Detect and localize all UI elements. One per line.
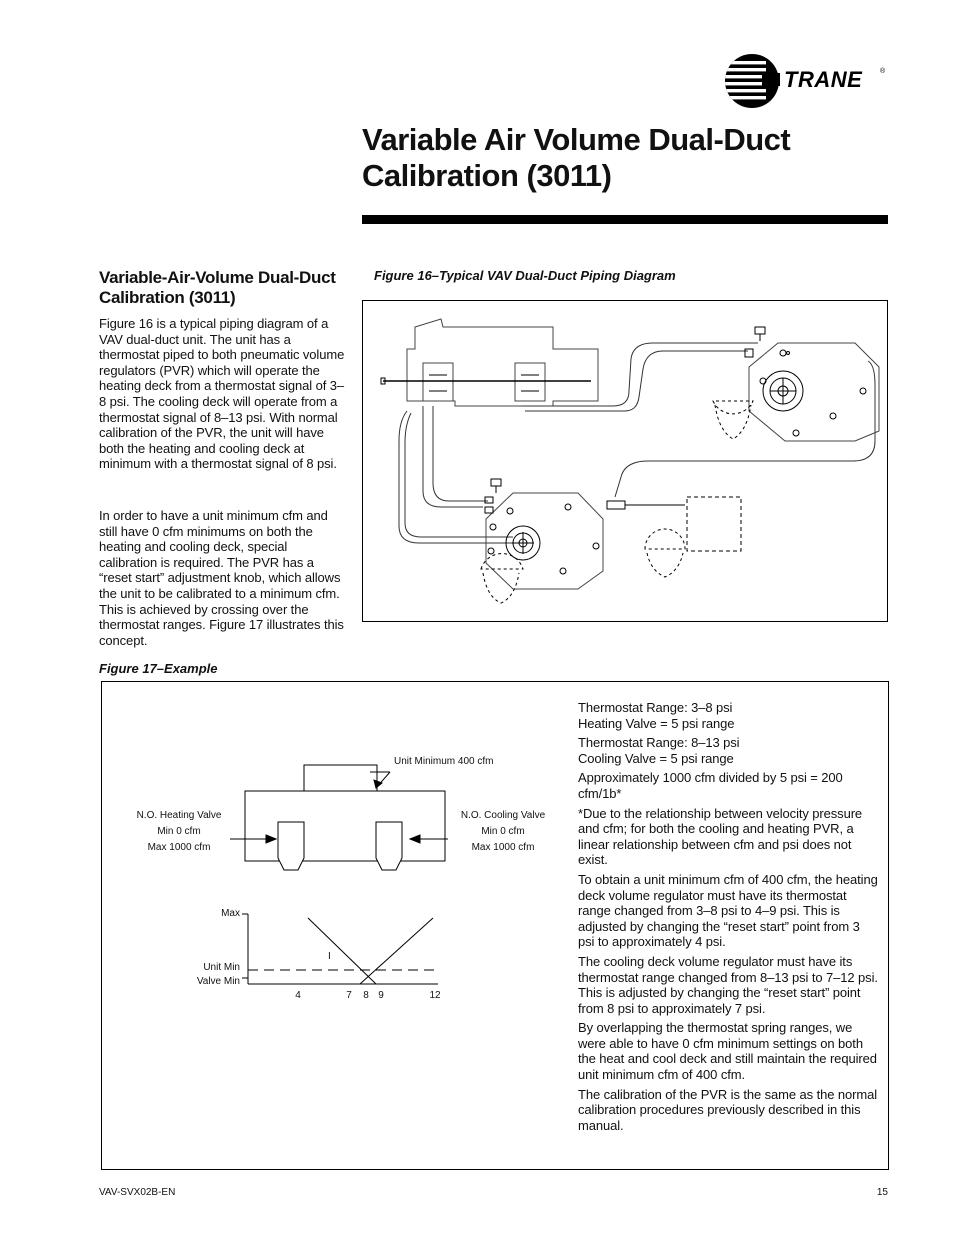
heating-valve-label: N.O. Heating Valve Min 0 cfm Max 1000 cfm	[136, 810, 222, 853]
figure16-caption: Figure 16–Typical VAV Dual-Duct Piping Diagram	[374, 268, 676, 283]
figure17-notes	[578, 700, 878, 1137]
graph-marker: I	[328, 951, 331, 962]
note-paragraph: To obtain a unit minimum cfm of 400 cfm, the heating deck volume regulator must have its thermostat range changed from 3–8 psi to 4–9 psi. This is adjusted by changing the “reset start” point from 3 psi to approximately 4 psi.	[578, 871, 878, 950]
graph-unit-min-label: Unit Min	[203, 962, 240, 973]
note-line: Thermostat Range: 8–13 psi Cooling Valve = 5 psi range	[578, 735, 740, 766]
graph-valve-min-label: Valve Min	[196, 976, 240, 987]
note-line: Thermostat Range: 3–8 psi Heating Valve = 5 psi range	[578, 700, 735, 731]
brand-name: TRANE	[784, 67, 863, 92]
svg-text:®: ®	[880, 68, 886, 75]
cooling-valve-label: N.O. Cooling Valve Min 0 cfm Max 1000 cfm	[460, 810, 546, 853]
section-heading: Variable-Air-Volume Dual-Duct Calibration (3011)	[99, 268, 336, 307]
graph-max-label: Max	[221, 908, 240, 919]
footer-page-number: 15	[876, 1187, 888, 1198]
unit-minimum-label: Unit Minimum 400 cfm	[394, 756, 494, 767]
title-rule	[362, 215, 888, 224]
figure17-caption: Figure 17–Example	[99, 661, 218, 676]
page-title: Variable Air Volume Dual-Duct Calibration (3011)	[362, 122, 791, 193]
graph-x-tick: 9	[378, 990, 384, 1001]
note-paragraph: Approximately 1000 cfm divided by 5 psi = 200 cfm/1b*	[578, 770, 843, 801]
note-paragraph: *Due to the relationship between velocity pressure and cfm; for both the cooling and heating PVR, a linear relationship between cfm and psi does not exist.	[578, 805, 863, 868]
footer-doc-code: VAV-SVX02B-EN	[99, 1187, 176, 1198]
note-paragraph: The cooling deck volume regulator must have its thermostat range changed from 8–13 psi to 7–12 psi. This is adjusted by changing the “reset start” point from 8 psi to approximately 7 psi.	[578, 953, 878, 1016]
body-paragraph-2: In order to have a unit minimum cfm and still have 0 cfm minimums on both the heating and cooling deck, special calibration is required. The PVR has a “reset start” adjustment knob, which allows the unit to be calibrated to a minimum cfm. This is achieved by crossing over the thermostat ranges. Figure 17 illustrates this concept.	[99, 508, 344, 648]
body-paragraph-1: Figure 16 is a typical piping diagram of a VAV dual-duct unit. The unit has a thermostat piped to both pneumatic volume regulators (PVR) which will operate the heating deck from a thermostat signal of 3–8 psi. The cooling deck will operate from a thermostat signal of 8–13 psi. With normal calibration of the PVR, the unit will have both the heating and cooling deck at minimum with a thermostat signal of 8 psi.	[99, 316, 345, 472]
graph-x-tick: 8	[363, 990, 369, 1001]
trane-logo	[722, 50, 892, 112]
graph-x-tick: 12	[429, 990, 441, 1001]
note-paragraph: By overlapping the thermostat spring ranges, we were able to have 0 cfm minimum settings on both the heat and cool deck and still maintain the required unit minimum cfm of 400 cfm.	[578, 1020, 877, 1083]
figure16-piping-diagram	[362, 300, 888, 622]
graph-x-tick: 7	[346, 990, 352, 1001]
graph-x-tick: 4	[295, 990, 301, 1001]
note-paragraph: The calibration of the PVR is the same as the normal calibration procedures previously described in this manual.	[578, 1086, 878, 1133]
